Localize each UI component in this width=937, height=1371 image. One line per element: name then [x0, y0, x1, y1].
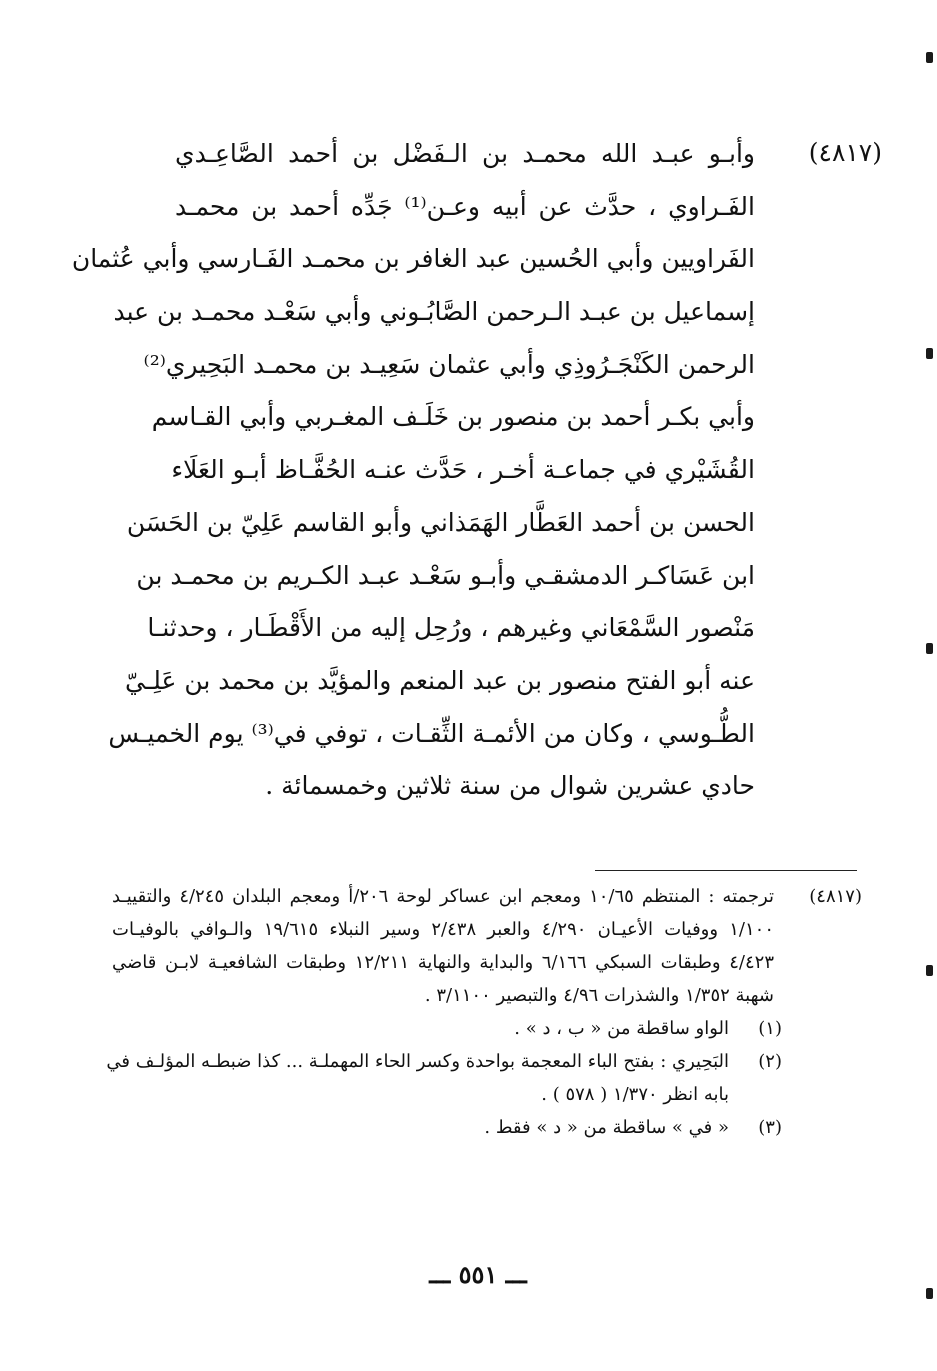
body-line: عنه أبو الفتح منصور بن عبد المنعم والمؤيَّد بن محمد بن عَلِـيّ — [125, 665, 755, 695]
footnote-line: ١/١٠٠ ووفيات الأعيـان ٤/٢٩٠ والعبر ٢/٤٣٨ وسير النبلاء ١٩/٦١٥ والـوافي بالوفيـات — [112, 919, 774, 940]
body-line: الفَراويين وأبي الحُسين عبد الغافر بن محمـد الفَـارسي وأبي عُثمان — [71, 244, 755, 274]
footnote-line: شهبة ١/٣٥٢ والشذرات ٤/٩٦ والتبصير ٣/١١٠٠ . — [424, 985, 774, 1006]
footnote-separator — [595, 870, 857, 871]
body-line: مَنْصور السَّمْعَاني وغيرهم ، ورُحِل إليه من الأَقْطَـار ، وحدثنـا — [147, 613, 755, 643]
footnote-line: ترجمته : المنتظم ١٠/٦٥ ومعجم ابن عساكر لوحة ٢٠٦/أ ومعجم البلدان ٤/٢٤٥ والتقييـد — [112, 886, 774, 907]
scan-mark — [926, 348, 933, 359]
body-line: إسماعيل بن عبـد الـرحمن الصَّابُـوني وأبي سَعْـد محمـد بن عبد — [113, 297, 755, 327]
entry-body — [71, 132, 755, 817]
footnote-number: (٤٨١٧) — [809, 886, 862, 907]
body-line: حادي عشرين شوال من سنة ثلاثين وخمسمائة . — [265, 771, 755, 801]
body-line: الطُّـوسي ، وكان من الأئمـة الثِّقـات ، توفي في⁽³⁾ يوم الخميـس — [108, 718, 755, 748]
page-number: ـــ ٥٥١ ـــ — [429, 1260, 527, 1289]
footnote-line: بابه انظر ١/٣٧٠ ( ٥٧٨ ) . — [541, 1084, 729, 1105]
footnote-number: (١) — [758, 1018, 782, 1039]
footnote-line: « في » ساقطة من « د » فقط . — [484, 1117, 729, 1138]
footnote-number: (٢) — [758, 1051, 782, 1072]
entry-number: (٤٨١٧) — [808, 138, 882, 167]
body-line: ابن عَسَاكـر الدمشقـي وأبـو سَعْـد عبـد الكـريم بن محمـد بن — [136, 560, 755, 590]
body-line: وأبي بكـر أحمد بن منصور بن خَلَـف المغـربي وأبي القـاسم — [151, 402, 755, 432]
scan-mark — [926, 1288, 933, 1299]
body-line: وأبـو عبـد الله محمـد بن الـفَضْل بن أحمد الصَّاعِـدي — [175, 139, 755, 168]
scan-mark — [926, 52, 933, 63]
body-line: الرحمن الكَنْجَـرُوذِي وأبي عثمان سَعِيـد بن محمـد البَحِيري⁽²⁾ — [143, 349, 755, 379]
footnote-line: البَحِيري : بفتح الباء المعجمة بواحدة وكسر الحاء المهملـة ... كذا ضبطـه المؤلـف في — [106, 1051, 729, 1072]
body-line: القُشَيْري في جماعـة أخـر ، حَدَّث عنـه الحُفَّـاظ أبـو العَلَاء — [171, 455, 755, 485]
body-line: الفَـراوي ، حدَّث عن أبيه وعـن⁽¹⁾ جَدِّه أحمد بن محمـد — [175, 191, 755, 221]
scan-mark — [926, 643, 933, 654]
footnote-line: الواو ساقطة من « ب ، د » . — [514, 1018, 729, 1039]
scan-mark — [926, 965, 933, 976]
body-line: الحسن بن أحمد العَطَّار الهَمَذاني وأبو القاسم عَلِيّ بن الحَسَن — [126, 507, 755, 537]
footnote-number: (٣) — [758, 1117, 782, 1138]
footnote-line: ٤/٤٢٣ وطبقات السبكي ٦/١٦٦ والبداية والنهاية ١٢/٢١١ وطبقات الشافعيـة لابـن قاضي — [112, 952, 774, 973]
